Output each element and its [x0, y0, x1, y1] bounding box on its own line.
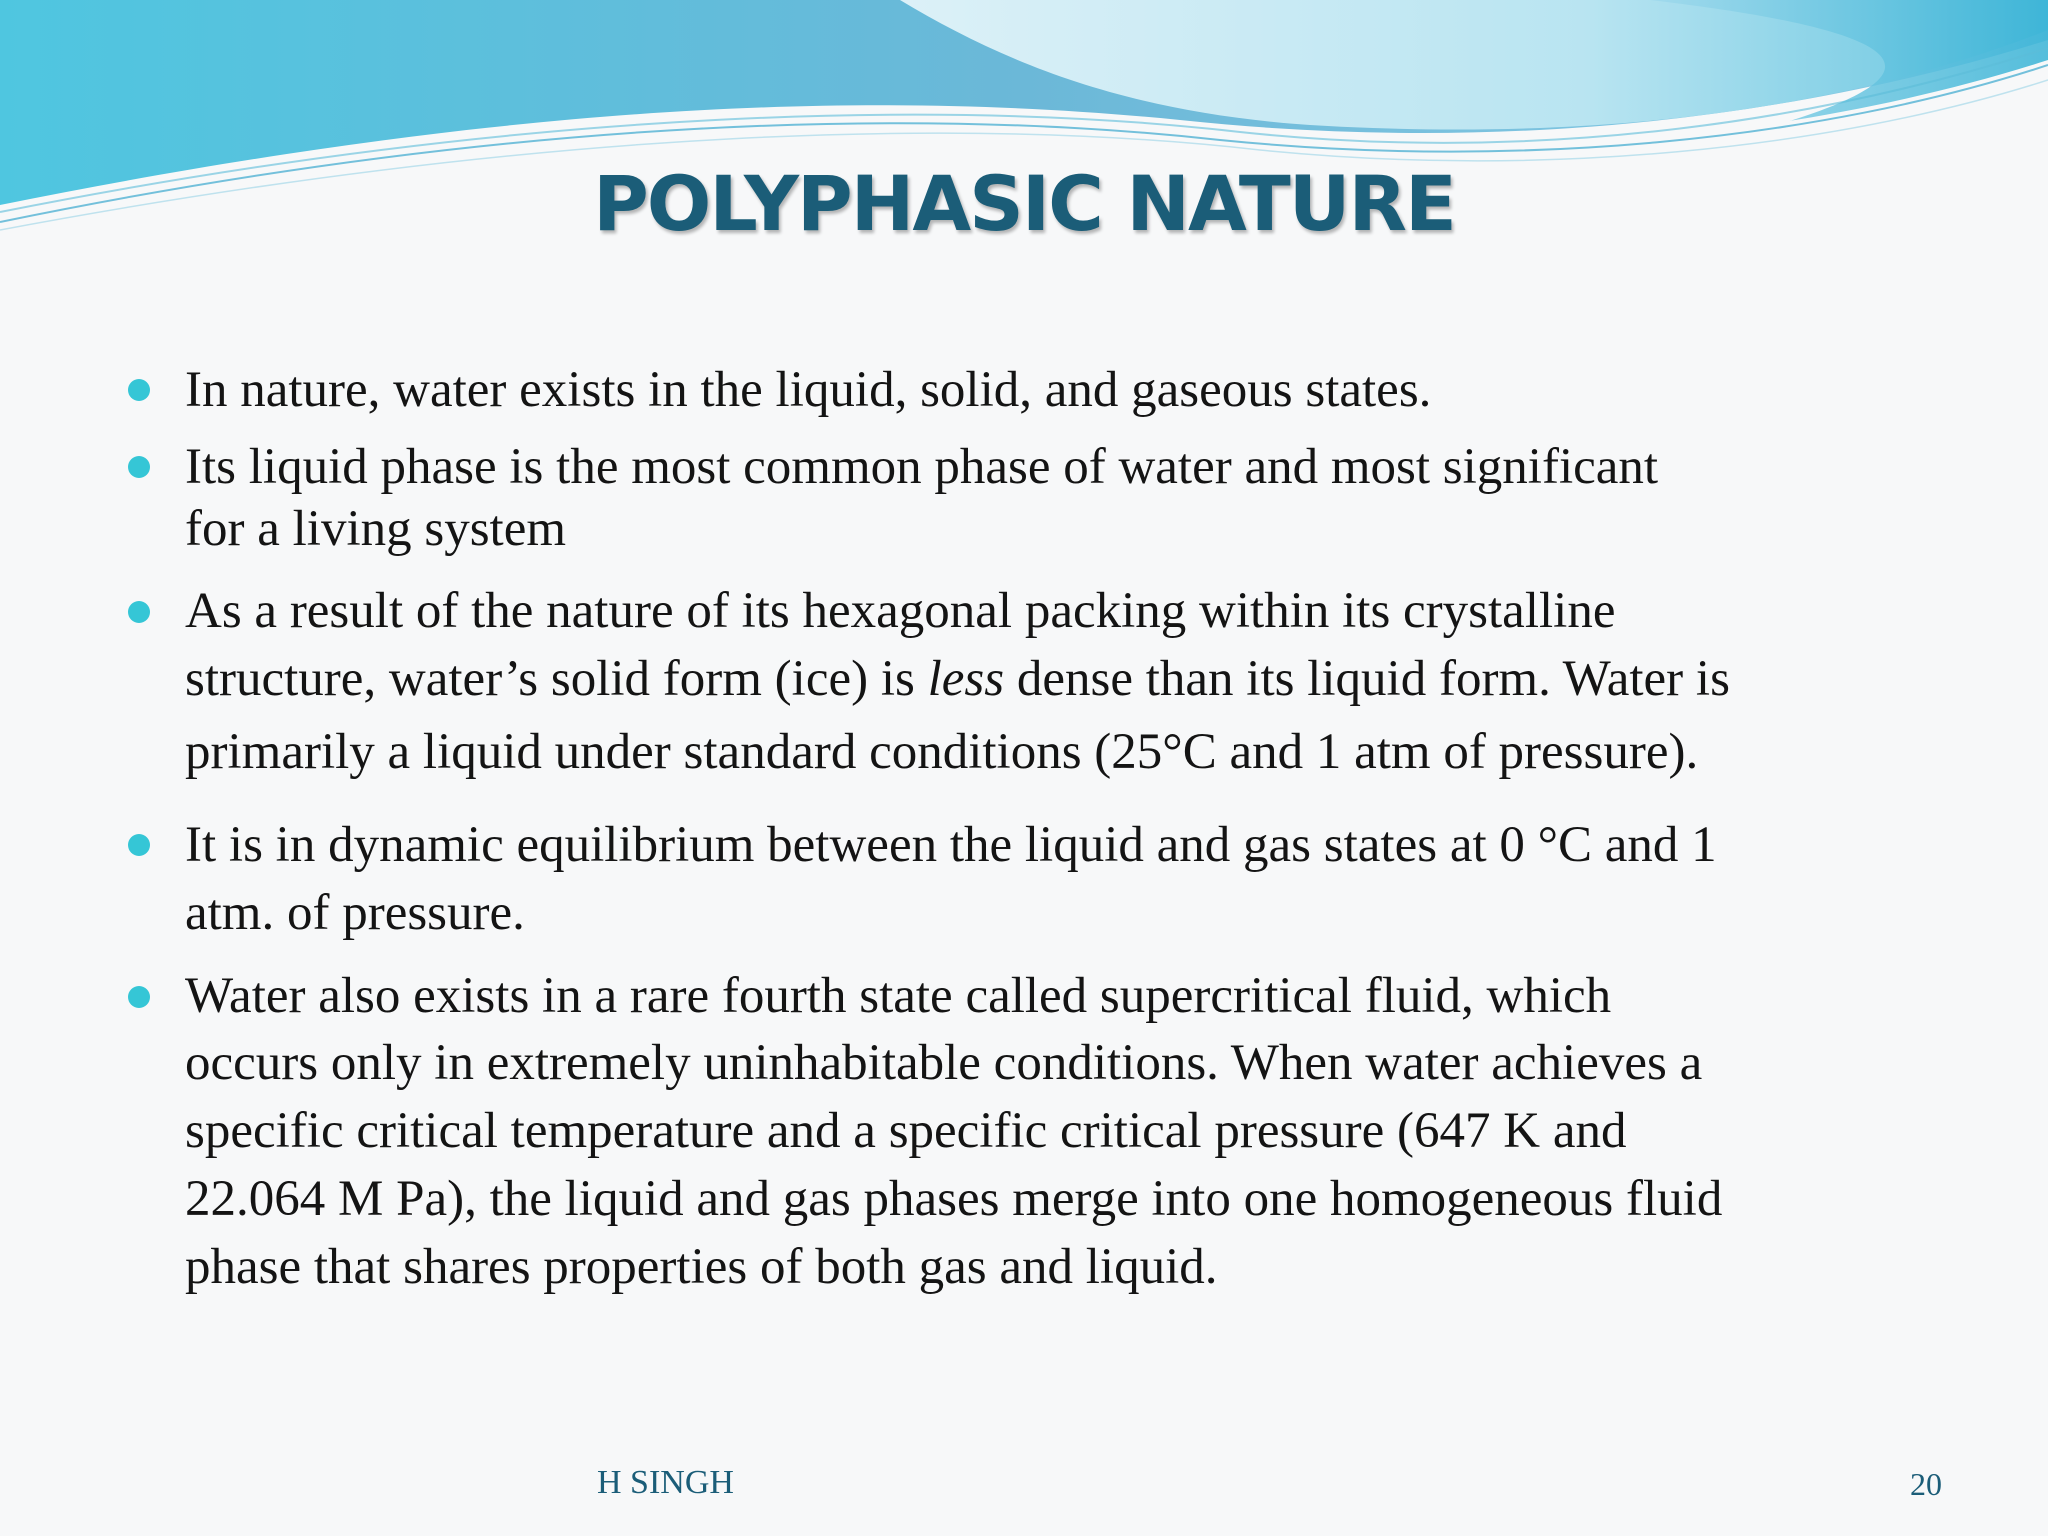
- bullet-line: 22.064 M Pa), the liquid and gas phases merge into one homogeneous fluid: [185, 1171, 1723, 1227]
- bullet-line: phase that shares properties of both gas and liquid.: [185, 1239, 1218, 1295]
- bullet-item: [185, 812, 1925, 946]
- bullet-line: for a living system: [185, 501, 567, 557]
- bullet-item: [185, 963, 1925, 1300]
- bullet-line: primarily a liquid under standard conditions (25°C and 1 atm of pressure).: [185, 724, 1699, 780]
- bullet-point-icon: [128, 834, 150, 856]
- footer-author: H SINGH: [597, 1464, 734, 1501]
- bullet-line: It is in dynamic equilibrium between the liquid and gas states at 0 °C and 1: [185, 817, 1717, 873]
- slide-title: POLYPHASIC NATURE: [593, 159, 1455, 248]
- bullet-item: [185, 434, 1925, 562]
- emphasis-text: less: [927, 651, 1005, 707]
- bullet-item: [185, 578, 1925, 785]
- bullet-item: [185, 357, 1925, 423]
- bullet-line: atm. of pressure.: [185, 885, 525, 941]
- bullet-line: specific critical temperature and a specific critical pressure (647 K and: [185, 1103, 1627, 1159]
- bullet-line: occurs only in extremely uninhabitable conditions. When water achieves a: [185, 1035, 1703, 1091]
- bullet-line: structure, water’s solid form (ice) is less dense than its liquid form. Water is: [185, 651, 1730, 707]
- bullet-point-icon: [128, 456, 150, 478]
- bullet-point-icon: [128, 601, 150, 623]
- bullet-line: Its liquid phase is the most common phase of water and most significant: [185, 439, 1659, 495]
- bullet-line: In nature, water exists in the liquid, solid, and gaseous states.: [185, 362, 1432, 418]
- bullet-line: As a result of the nature of its hexagonal packing within its crystalline: [185, 583, 1616, 639]
- bullet-line: Water also exists in a rare fourth state called supercritical fluid, which: [185, 968, 1612, 1024]
- page-number: 20: [1910, 1466, 1942, 1502]
- bullet-point-icon: [128, 379, 150, 401]
- bullet-point-icon: [128, 986, 150, 1008]
